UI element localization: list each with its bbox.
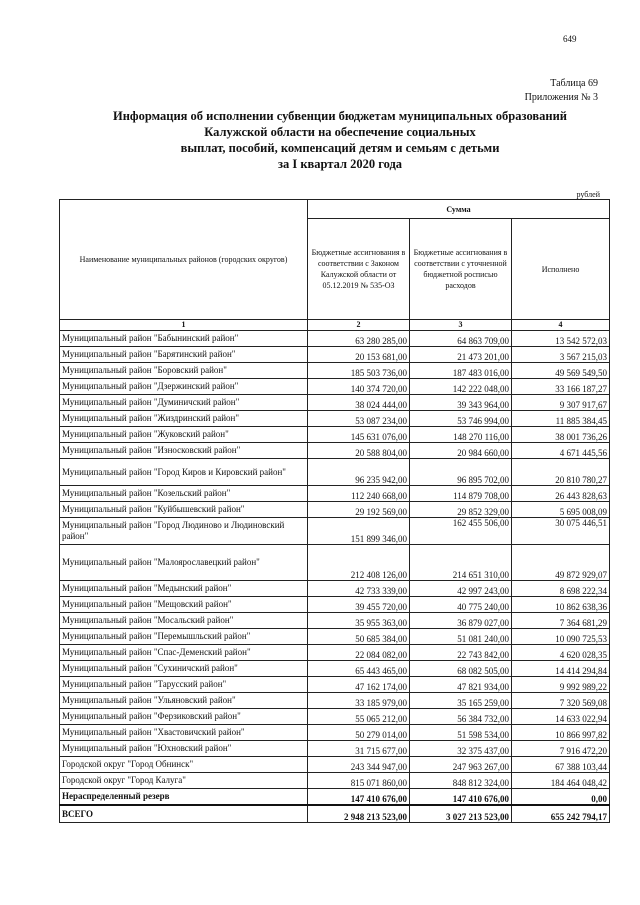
title-line: выплат, пособий, компенсаций детям и семьям с детьми — [180, 141, 500, 155]
row-budget-law: 815 071 860,00 — [308, 773, 410, 789]
row-budget-law: 42 733 339,00 — [308, 581, 410, 597]
subvention-table — [59, 199, 610, 823]
appendix-label: Приложения № 3 — [524, 92, 598, 103]
row-budget-law: 63 280 285,00 — [308, 331, 410, 347]
row-budget-law: 147 410 676,00 — [308, 789, 410, 806]
table-row — [60, 518, 610, 545]
row-budget-revised: 64 863 709,00 — [410, 331, 512, 347]
row-name: Муниципальный район "Думиничский район" — [60, 395, 308, 411]
table-row — [60, 789, 610, 806]
row-executed: 67 388 103,44 — [512, 757, 610, 773]
table-row — [60, 347, 610, 363]
header-name: Наименование муниципальных районов (городских округов) — [60, 200, 308, 320]
row-budget-law: 31 715 677,00 — [308, 741, 410, 757]
table-row — [60, 773, 610, 789]
table-row — [60, 677, 610, 693]
table-row — [60, 427, 610, 443]
table-row — [60, 805, 610, 823]
row-budget-law: 151 899 346,00 — [308, 518, 410, 545]
table-row — [60, 443, 610, 459]
col-number: 1 — [60, 320, 308, 331]
table-row — [60, 395, 610, 411]
row-name: Муниципальный район "Город Людиново и Людиновский район" — [60, 518, 308, 545]
row-executed: 7 364 681,29 — [512, 613, 610, 629]
table-row — [60, 661, 610, 677]
table-row — [60, 331, 610, 347]
row-executed: 38 001 736,26 — [512, 427, 610, 443]
col-number: 2 — [308, 320, 410, 331]
row-budget-law: 53 087 234,00 — [308, 411, 410, 427]
row-name: Муниципальный район "Барятинский район" — [60, 347, 308, 363]
row-budget-revised: 214 651 310,00 — [410, 545, 512, 581]
row-executed: 14 633 022,94 — [512, 709, 610, 725]
row-budget-revised: 42 997 243,00 — [410, 581, 512, 597]
row-executed: 11 885 384,45 — [512, 411, 610, 427]
title-line: за I квартал 2020 года — [277, 157, 403, 171]
row-name: Муниципальный район "Тарусский район" — [60, 677, 308, 693]
row-executed: 655 242 794,17 — [512, 805, 610, 823]
row-budget-revised: 114 879 708,00 — [410, 486, 512, 502]
row-executed: 9 307 917,67 — [512, 395, 610, 411]
table-number: Таблица 69 — [550, 78, 598, 89]
row-budget-law: 33 185 979,00 — [308, 693, 410, 709]
row-budget-revised: 142 222 048,00 — [410, 379, 512, 395]
table-row — [60, 709, 610, 725]
table-row — [60, 629, 610, 645]
page-number: 649 — [563, 34, 577, 44]
row-executed: 10 866 997,82 — [512, 725, 610, 741]
row-name: Муниципальный район "Хвастовичский район" — [60, 725, 308, 741]
row-executed: 5 695 008,09 — [512, 502, 610, 518]
row-budget-revised: 162 455 506,00 — [410, 518, 512, 545]
row-budget-law: 243 344 947,00 — [308, 757, 410, 773]
row-executed: 30 075 446,51 — [512, 518, 610, 545]
header-col4: Исполнено — [512, 219, 610, 320]
row-budget-revised: 36 879 027,00 — [410, 613, 512, 629]
row-name: Муниципальный район "Жиздринский район" — [60, 411, 308, 427]
table-row — [60, 545, 610, 581]
row-executed: 0,00 — [512, 789, 610, 806]
row-executed: 184 464 048,42 — [512, 773, 610, 789]
table-row — [60, 502, 610, 518]
table-row — [60, 411, 610, 427]
row-budget-revised: 32 375 437,00 — [410, 741, 512, 757]
row-executed: 49 569 549,50 — [512, 363, 610, 379]
header-col3: Бюджетные ассигнования в соответствии с уточненной бюджетной росписью расходов — [410, 219, 512, 320]
row-name: Муниципальный район "Козельский район" — [60, 486, 308, 502]
row-budget-law: 65 443 465,00 — [308, 661, 410, 677]
table-row — [60, 613, 610, 629]
row-budget-revised: 96 895 702,00 — [410, 459, 512, 486]
row-executed: 4 620 028,35 — [512, 645, 610, 661]
row-budget-revised: 247 963 267,00 — [410, 757, 512, 773]
row-budget-law: 39 455 720,00 — [308, 597, 410, 613]
table-row — [60, 725, 610, 741]
row-budget-law: 2 948 213 523,00 — [308, 805, 410, 823]
row-executed: 10 090 725,53 — [512, 629, 610, 645]
header-col2: Бюджетные ассигнования в соответствии с Законом Калужской области от 05.12.2019 № 535-ОЗ — [308, 219, 410, 320]
row-budget-law: 29 192 569,00 — [308, 502, 410, 518]
row-name: Муниципальный район "Мосальский район" — [60, 613, 308, 629]
units-label: рублей — [576, 190, 600, 199]
row-budget-revised: 68 082 505,00 — [410, 661, 512, 677]
row-budget-revised: 29 852 329,00 — [410, 502, 512, 518]
row-budget-revised: 20 984 660,00 — [410, 443, 512, 459]
row-name: Муниципальный район "Юхновский район" — [60, 741, 308, 757]
row-name: Муниципальный район "Город Киров и Кировский район" — [60, 459, 308, 486]
col-number: 4 — [512, 320, 610, 331]
row-budget-revised: 40 775 240,00 — [410, 597, 512, 613]
row-name: Муниципальный район "Ферзиковский район" — [60, 709, 308, 725]
row-executed: 7 320 569,08 — [512, 693, 610, 709]
row-executed: 4 671 445,56 — [512, 443, 610, 459]
row-budget-law: 96 235 942,00 — [308, 459, 410, 486]
row-name: Муниципальный район "Сухиничский район" — [60, 661, 308, 677]
row-budget-revised: 51 598 534,00 — [410, 725, 512, 741]
row-budget-revised: 21 473 201,00 — [410, 347, 512, 363]
table-row — [60, 741, 610, 757]
row-name: Муниципальный район "Дзержинский район" — [60, 379, 308, 395]
header-sum: Сумма — [308, 200, 610, 219]
row-name: Муниципальный район "Перемышльский район" — [60, 629, 308, 645]
row-executed: 7 916 472,20 — [512, 741, 610, 757]
table-row — [60, 363, 610, 379]
row-budget-law: 35 955 363,00 — [308, 613, 410, 629]
row-budget-revised: 53 746 994,00 — [410, 411, 512, 427]
row-budget-law: 212 408 126,00 — [308, 545, 410, 581]
row-name: Городской округ "Город Обнинск" — [60, 757, 308, 773]
row-budget-revised: 51 081 240,00 — [410, 629, 512, 645]
row-budget-law: 20 588 804,00 — [308, 443, 410, 459]
row-budget-revised: 187 483 016,00 — [410, 363, 512, 379]
row-name: Муниципальный район "Мещовский район" — [60, 597, 308, 613]
row-executed: 14 414 294,84 — [512, 661, 610, 677]
row-budget-law: 145 631 076,00 — [308, 427, 410, 443]
row-budget-law: 50 685 384,00 — [308, 629, 410, 645]
table-row — [60, 597, 610, 613]
row-name: Нераспределенный резерв — [60, 789, 308, 806]
row-budget-revised: 47 821 934,00 — [410, 677, 512, 693]
row-name: Муниципальный район "Жуковский район" — [60, 427, 308, 443]
row-executed: 3 567 215,03 — [512, 347, 610, 363]
row-name: Муниципальный район "Медынский район" — [60, 581, 308, 597]
row-executed: 9 992 989,22 — [512, 677, 610, 693]
row-name: Муниципальный район "Куйбышевский район" — [60, 502, 308, 518]
row-name: Муниципальный район "Бабынинский район" — [60, 331, 308, 347]
row-budget-revised: 148 270 116,00 — [410, 427, 512, 443]
row-budget-revised: 22 743 842,00 — [410, 645, 512, 661]
row-name: Муниципальный район "Боровский район" — [60, 363, 308, 379]
table-row — [60, 645, 610, 661]
row-budget-law: 47 162 174,00 — [308, 677, 410, 693]
row-name: ВСЕГО — [60, 805, 308, 823]
row-budget-revised: 56 384 732,00 — [410, 709, 512, 725]
table-row — [60, 459, 610, 486]
table-row — [60, 757, 610, 773]
row-budget-law: 22 084 082,00 — [308, 645, 410, 661]
row-budget-revised: 147 410 676,00 — [410, 789, 512, 806]
row-budget-law: 55 065 212,00 — [308, 709, 410, 725]
row-budget-law: 140 374 720,00 — [308, 379, 410, 395]
row-budget-law: 185 503 736,00 — [308, 363, 410, 379]
table-row — [60, 379, 610, 395]
row-executed: 13 542 572,03 — [512, 331, 610, 347]
col-number: 3 — [410, 320, 512, 331]
row-budget-revised: 39 343 964,00 — [410, 395, 512, 411]
title-line: Калужской области на обеспечение социальных — [204, 125, 476, 139]
row-executed: 10 862 638,36 — [512, 597, 610, 613]
row-executed: 49 872 929,07 — [512, 545, 610, 581]
row-budget-law: 38 024 444,00 — [308, 395, 410, 411]
row-budget-law: 112 240 668,00 — [308, 486, 410, 502]
row-name: Городской округ "Город Калуга" — [60, 773, 308, 789]
row-budget-revised: 3 027 213 523,00 — [410, 805, 512, 823]
row-budget-law: 50 279 014,00 — [308, 725, 410, 741]
table-row — [60, 581, 610, 597]
title-line: Информация об исполнении субвенции бюджетам муниципальных образований — [113, 109, 567, 123]
row-name: Муниципальный район "Износковский район" — [60, 443, 308, 459]
table-row — [60, 486, 610, 502]
row-budget-revised: 848 812 324,00 — [410, 773, 512, 789]
table-body — [60, 331, 610, 823]
row-budget-revised: 35 165 259,00 — [410, 693, 512, 709]
row-executed: 26 443 828,63 — [512, 486, 610, 502]
row-name: Муниципальный район "Спас-Деменский район" — [60, 645, 308, 661]
row-executed: 33 166 187,27 — [512, 379, 610, 395]
row-executed: 20 810 780,27 — [512, 459, 610, 486]
row-budget-law: 20 153 681,00 — [308, 347, 410, 363]
row-executed: 8 698 222,34 — [512, 581, 610, 597]
row-name: Муниципальный район "Малоярославецкий район" — [60, 545, 308, 581]
row-name: Муниципальный район "Ульяновский район" — [60, 693, 308, 709]
table-label — [525, 77, 598, 105]
document-title — [60, 108, 620, 172]
table-row — [60, 693, 610, 709]
